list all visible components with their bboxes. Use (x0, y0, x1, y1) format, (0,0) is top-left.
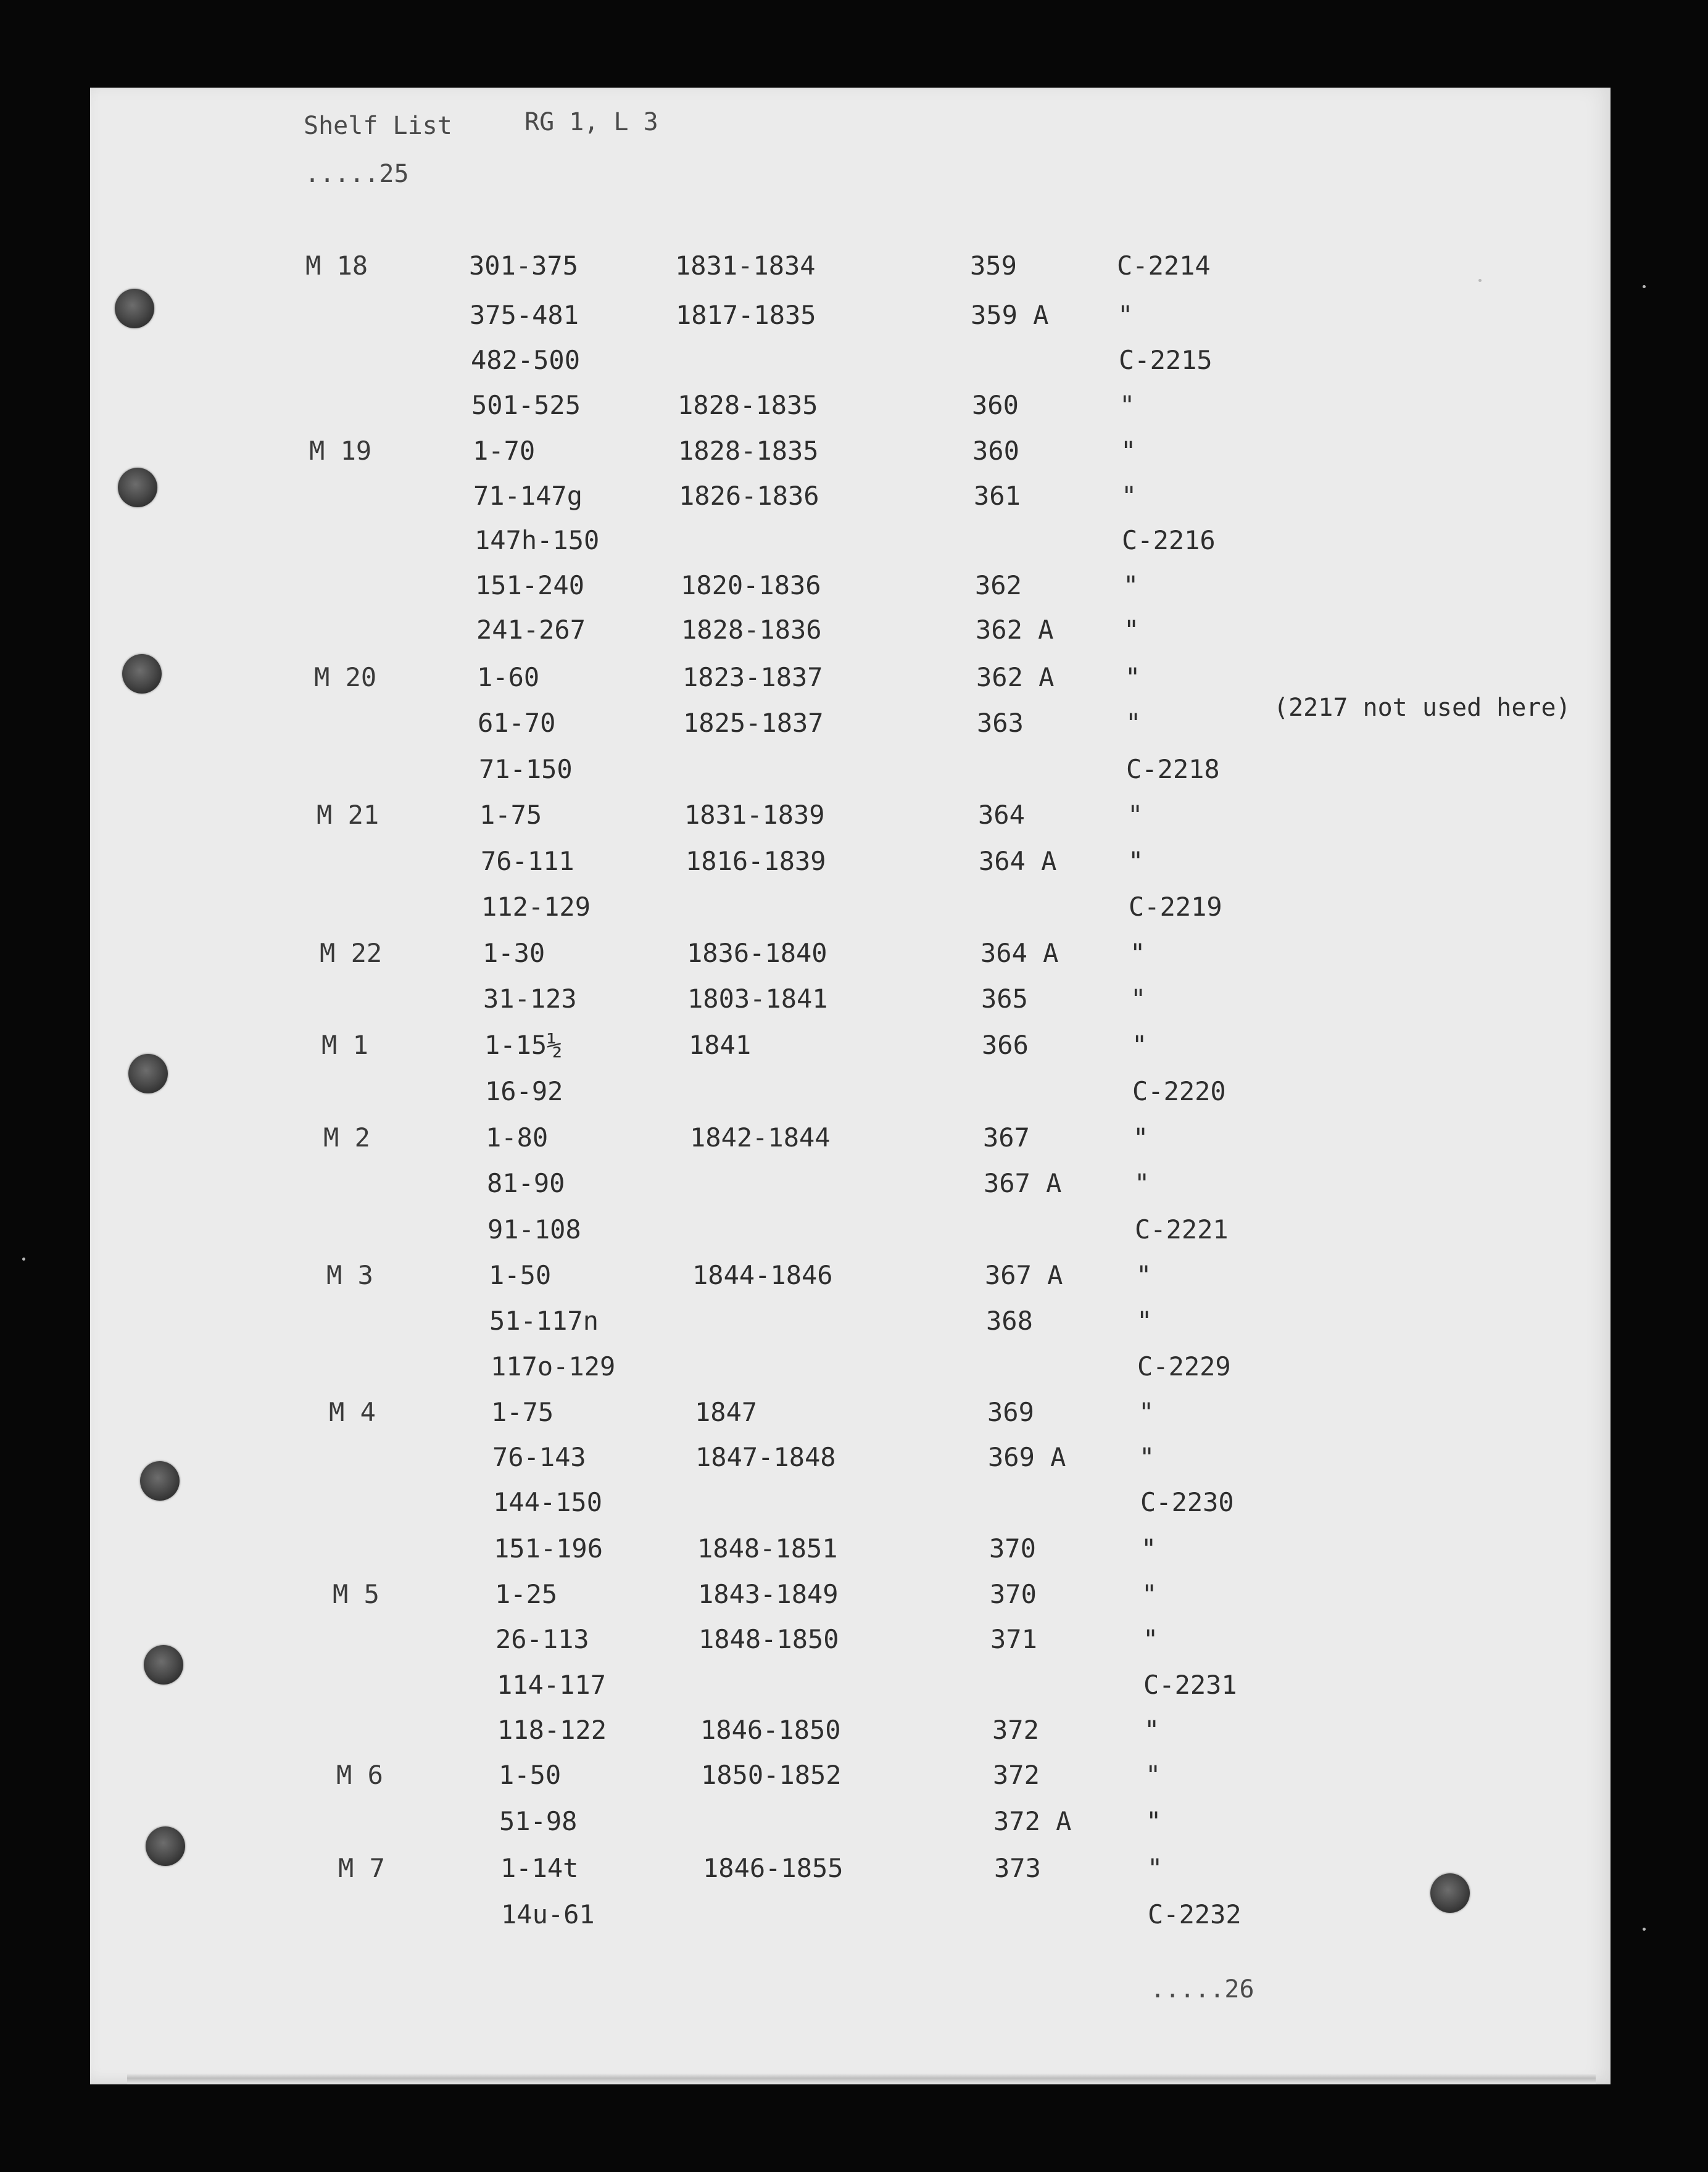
punch-hole-5 (140, 1461, 180, 1501)
date-range: 1843-1849 (698, 1579, 839, 1609)
date-range: 1820-1836 (681, 570, 821, 600)
manuscript-group: M 18 (305, 251, 368, 281)
microfilm-reel: " (1136, 1260, 1152, 1290)
item-range: 1-60 (477, 662, 540, 692)
microfilm-reel: " (1130, 938, 1146, 968)
microfilm-reel: C-2219 (1129, 892, 1222, 922)
microfilm-reel: " (1137, 1306, 1153, 1336)
item-range: 91-108 (487, 1214, 581, 1245)
paper-speck (1643, 1928, 1646, 1931)
row-note: (2217 not used here) (1274, 694, 1571, 722)
volume-number: 364 (978, 800, 1025, 830)
item-range: 1-50 (499, 1760, 562, 1790)
date-range: 1848-1851 (697, 1533, 838, 1564)
item-range: 301-375 (469, 251, 579, 281)
microfilm-reel: " (1128, 846, 1144, 876)
item-range: 151-196 (494, 1533, 603, 1564)
item-range: 1-30 (483, 938, 545, 968)
item-range: 61-70 (478, 708, 556, 738)
microfilm-reel: " (1147, 1853, 1163, 1883)
microfilm-reel: " (1139, 1442, 1155, 1472)
continued-on-marker: .....26 (1150, 1975, 1254, 2004)
item-range: 81-90 (487, 1168, 565, 1198)
date-range: 1823-1837 (682, 662, 823, 692)
date-range: 1841 (689, 1030, 752, 1060)
manuscript-group: M 3 (326, 1260, 373, 1290)
item-range: 241-267 (476, 615, 586, 645)
punch-hole-8 (1430, 1873, 1470, 1913)
header-title: Shelf List (304, 112, 452, 140)
manuscript-group: M 19 (309, 436, 372, 466)
microfilm-reel: " (1117, 300, 1134, 330)
volume-number: 362 A (976, 615, 1054, 645)
microfilm-reel: " (1144, 1715, 1160, 1745)
date-range: 1817-1835 (676, 300, 816, 330)
item-range: 144-150 (493, 1487, 603, 1517)
page-bottom-edge (127, 2073, 1596, 2084)
date-range: 1816-1839 (686, 846, 826, 876)
punch-hole-3 (122, 654, 162, 694)
continued-from-marker: .....25 (305, 160, 409, 188)
volume-number: 361 (974, 481, 1021, 511)
item-range: 1-25 (495, 1579, 558, 1609)
microfilm-reel: " (1143, 1624, 1159, 1654)
volume-number: 372 (992, 1715, 1039, 1745)
volume-number: 359 (970, 251, 1017, 281)
volume-number: 367 A (985, 1260, 1063, 1290)
paper-speck (22, 1258, 25, 1261)
microfilm-reel: C-2230 (1140, 1487, 1234, 1517)
microfilm-reel: C-2232 (1148, 1899, 1242, 1930)
volume-number: 359 A (971, 300, 1049, 330)
item-range: 14u-61 (501, 1899, 595, 1930)
date-range: 1846-1855 (703, 1853, 844, 1883)
item-range: 1-50 (489, 1260, 552, 1290)
volume-number: 363 (977, 708, 1024, 738)
item-range: 501-525 (471, 390, 581, 420)
microfilm-reel: " (1124, 615, 1140, 645)
date-range: 1848-1850 (699, 1624, 839, 1654)
volume-number: 370 (989, 1533, 1036, 1564)
microfilm-reel: " (1134, 1168, 1150, 1198)
microfilm-reel: C-2215 (1119, 345, 1213, 375)
item-range: 1-75 (491, 1397, 554, 1427)
item-range: 51-98 (499, 1806, 578, 1836)
paper-speck (1643, 285, 1646, 288)
date-range: 1803-1841 (687, 984, 828, 1014)
date-range: 1844-1846 (692, 1260, 833, 1290)
item-range: 1-80 (486, 1122, 549, 1153)
microfilm-reel: C-2229 (1137, 1351, 1231, 1382)
microfilm-reel: C-2214 (1117, 251, 1211, 281)
punch-hole-7 (146, 1826, 185, 1866)
date-range: 1828-1835 (678, 436, 819, 466)
microfilm-reel: C-2218 (1126, 754, 1220, 784)
item-range: 76-111 (481, 846, 574, 876)
header-reference: RG 1, L 3 (524, 108, 658, 136)
volume-number: 364 A (980, 938, 1059, 968)
date-range: 1850-1852 (701, 1760, 842, 1790)
date-range: 1847 (695, 1397, 758, 1427)
manuscript-group: M 1 (321, 1030, 368, 1060)
microfilm-reel: " (1126, 708, 1142, 738)
item-range: 1-15½ (484, 1030, 563, 1060)
punch-hole-1 (115, 289, 154, 328)
date-range: 1831-1834 (675, 251, 816, 281)
manuscript-group: M 2 (323, 1122, 370, 1153)
volume-number: 362 (975, 570, 1022, 600)
manuscript-group: M 6 (336, 1760, 383, 1790)
microfilm-reel: " (1121, 436, 1137, 466)
punch-hole-6 (144, 1645, 183, 1685)
microfilm-reel: " (1127, 800, 1143, 830)
volume-number: 365 (981, 984, 1028, 1014)
item-range: 31-123 (483, 984, 577, 1014)
item-range: 26-113 (495, 1624, 589, 1654)
manuscript-group: M 22 (320, 938, 383, 968)
date-range: 1846-1850 (700, 1715, 841, 1745)
date-range: 1828-1836 (681, 615, 822, 645)
item-range: 117o-129 (491, 1351, 616, 1382)
volume-number: 370 (990, 1579, 1037, 1609)
volume-number: 366 (982, 1030, 1029, 1060)
item-range: 1-14t (500, 1853, 579, 1883)
volume-number: 369 A (988, 1442, 1066, 1472)
item-range: 112-129 (481, 892, 591, 922)
volume-number: 371 (990, 1624, 1037, 1654)
item-range: 482-500 (471, 345, 581, 375)
date-range: 1828-1835 (678, 390, 818, 420)
microfilm-reel: C-2220 (1132, 1076, 1226, 1106)
item-range: 1-75 (479, 800, 542, 830)
microfilm-reel: C-2221 (1135, 1214, 1229, 1245)
date-range: 1831-1839 (684, 800, 825, 830)
volume-number: 369 (987, 1397, 1034, 1427)
item-range: 1-70 (473, 436, 536, 466)
volume-number: 368 (986, 1306, 1033, 1336)
manuscript-group: M 4 (329, 1397, 376, 1427)
item-range: 147h-150 (475, 525, 600, 555)
item-range: 71-150 (479, 754, 573, 784)
microfilm-reel: " (1141, 1533, 1157, 1564)
microfilm-reel: C-2216 (1122, 525, 1216, 555)
microfilm-reel: " (1133, 1122, 1149, 1153)
volume-number: 373 (994, 1853, 1041, 1883)
paper-speck (1478, 279, 1482, 282)
manuscript-group: M 20 (314, 662, 377, 692)
item-range: 375-481 (470, 300, 579, 330)
volume-number: 372 (993, 1760, 1040, 1790)
item-range: 151-240 (475, 570, 585, 600)
item-range: 76-143 (492, 1442, 586, 1472)
item-range: 16-92 (485, 1076, 563, 1106)
volume-number: 367 A (984, 1168, 1062, 1198)
date-range: 1842-1844 (690, 1122, 831, 1153)
volume-number: 364 A (979, 846, 1057, 876)
punch-hole-2 (118, 468, 157, 507)
microfilm-reel: " (1146, 1806, 1162, 1836)
microfilm-reel: " (1145, 1760, 1161, 1790)
date-range: 1825-1837 (683, 708, 824, 738)
item-range: 114-117 (497, 1670, 607, 1700)
microfilm-reel: " (1142, 1579, 1158, 1609)
item-range: 51-117n (489, 1306, 599, 1336)
microfilm-reel: C-2231 (1143, 1670, 1237, 1700)
volume-number: 372 A (993, 1806, 1072, 1836)
volume-number: 362 A (976, 662, 1055, 692)
volume-number: 360 (972, 436, 1019, 466)
microfilm-reel: " (1138, 1397, 1155, 1427)
punch-hole-4 (128, 1054, 168, 1093)
shelf-list-page (90, 88, 1611, 2084)
manuscript-group: M 21 (317, 800, 379, 830)
volume-number: 367 (983, 1122, 1030, 1153)
date-range: 1826-1836 (679, 481, 819, 511)
microfilm-reel: " (1132, 1030, 1148, 1060)
microfilm-reel: " (1121, 481, 1137, 511)
manuscript-group: M 7 (338, 1853, 385, 1883)
item-range: 118-122 (497, 1715, 607, 1745)
microfilm-reel: " (1125, 662, 1141, 692)
microfilm-reel: " (1130, 984, 1146, 1014)
microfilm-reel: " (1119, 390, 1135, 420)
microfilm-reel: " (1123, 570, 1139, 600)
item-range: 71-147g (473, 481, 583, 511)
date-range: 1836-1840 (687, 938, 827, 968)
date-range: 1847-1848 (695, 1442, 836, 1472)
manuscript-group: M 5 (333, 1579, 379, 1609)
volume-number: 360 (972, 390, 1019, 420)
